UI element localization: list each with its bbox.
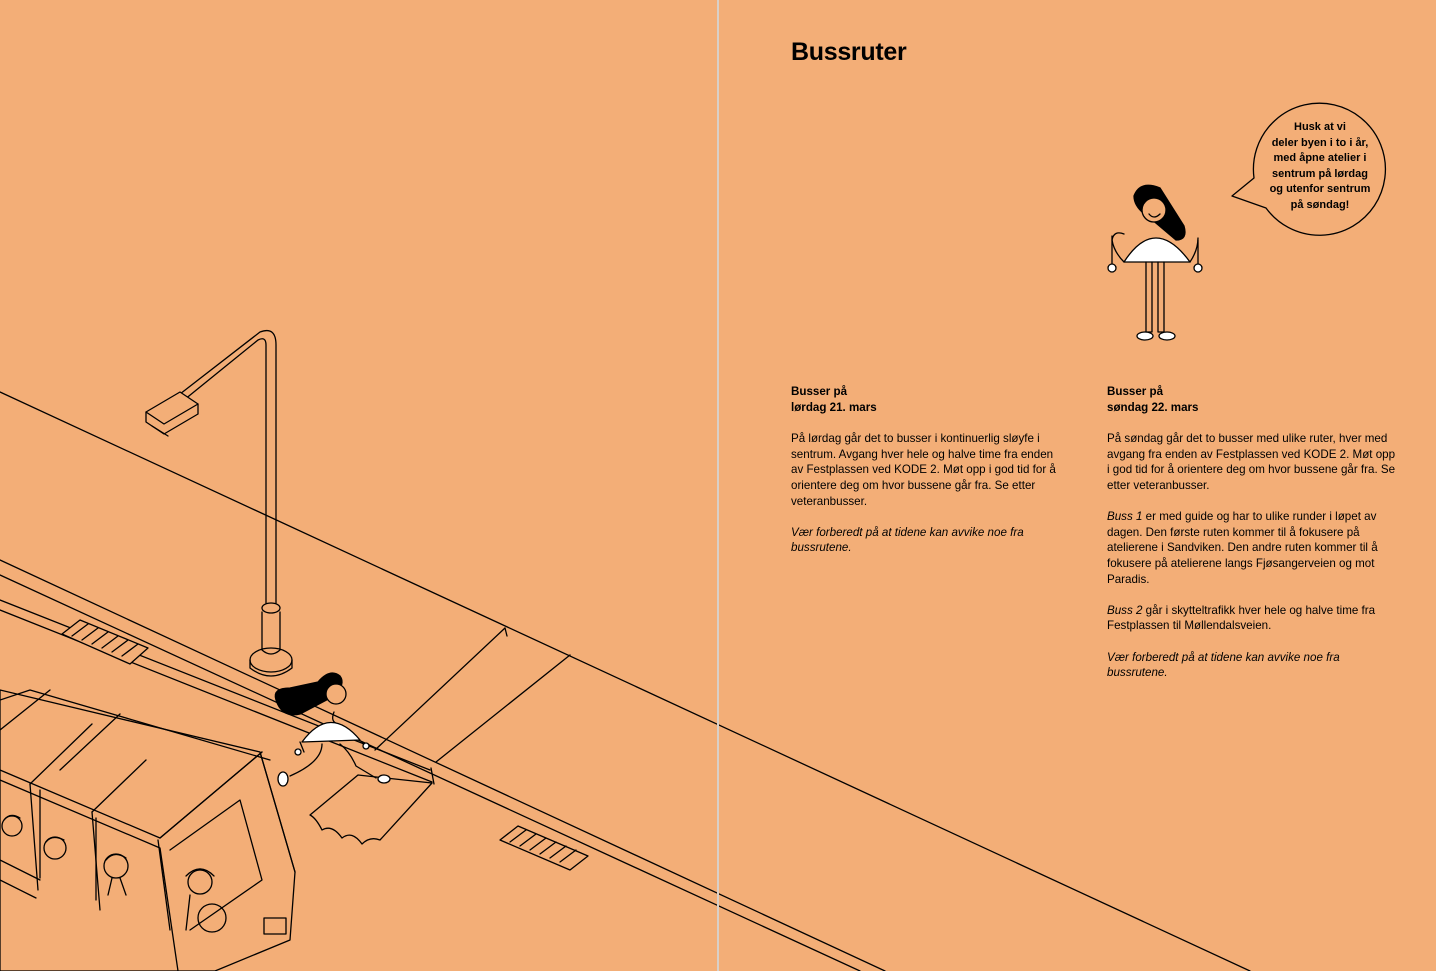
speech-bubble-text [1258,120,1382,214]
running-person-icon [275,673,390,786]
bubble-line: og utenfor sentrum [1269,183,1371,196]
bus2-label: Buss 2 [1107,603,1143,617]
bus2-paragraph [1107,603,1397,634]
bus1-label: Buss 1 [1107,510,1143,524]
bubble-line: med åpne atelier i [1273,152,1367,165]
bus1-paragraph [1107,509,1397,587]
drain-grate-icon [62,620,148,664]
passenger-icon [44,837,66,859]
saturday-heading [791,384,1066,415]
street-lamp-icon [146,331,292,676]
heading-line: søndag 22. mars [1107,400,1199,414]
saturday-body: På lørdag går det to busser i kontinuerlig sløyfe i sentrum. Avgang hver hele og halve time fra enden av Festplassen ved KODE 2. Møt opp i god tid for å orientere deg om hvor bussene går fra. Se etter veteranbusser. [791,432,1056,508]
saturday-column [791,384,1066,572]
bus-icon [0,690,295,971]
bubble-line: sentrum på lørdag [1272,167,1368,180]
passenger-icon [2,815,22,836]
doormat-icon [310,775,432,844]
page-gutter [717,0,719,971]
bus2-text: går i skytteltrafikk hver hele og halve time fra Festplassen til Møllendalsveien. [1107,603,1376,633]
bus1-text: er med guide og har to ulike runder i løpet av dagen. Den første ruten kommer til å fokusere på atelierene i Sandviken. Den andre ruten kommer til å fokusere på atelierene langs Fjøsangerveien og mot Paradis. [1107,510,1378,586]
standing-person-icon [1108,185,1202,340]
sunday-body: På søndag går det to busser med ulike ruter, hver med avgang fra enden av Festplassen ved KODE 2. Møt opp i god tid for å orientere deg om hvor bussene går fra. Se etter veteranbusser. [1107,432,1396,492]
drain-grate-icon [500,826,588,870]
bubble-line: på søndag! [1290,198,1350,211]
heading-line: Busser på [1107,385,1164,398]
sunday-heading [1107,384,1397,415]
page-title: Bussruter [791,38,907,66]
sunday-column [1107,384,1397,696]
bubble-line: Husk at vi [1294,121,1346,133]
heading-line: lørdag 21. mars [791,400,877,414]
sunday-note: Vær forberedt på at tidene kan avvike noe fra bussrutene. [1107,650,1340,680]
heading-line: Busser på [791,385,848,398]
saturday-note: Vær forberedt på at tidene kan avvike noe fra bussrutene. [791,525,1024,555]
bubble-line: deler byen i to i år, [1271,136,1369,149]
